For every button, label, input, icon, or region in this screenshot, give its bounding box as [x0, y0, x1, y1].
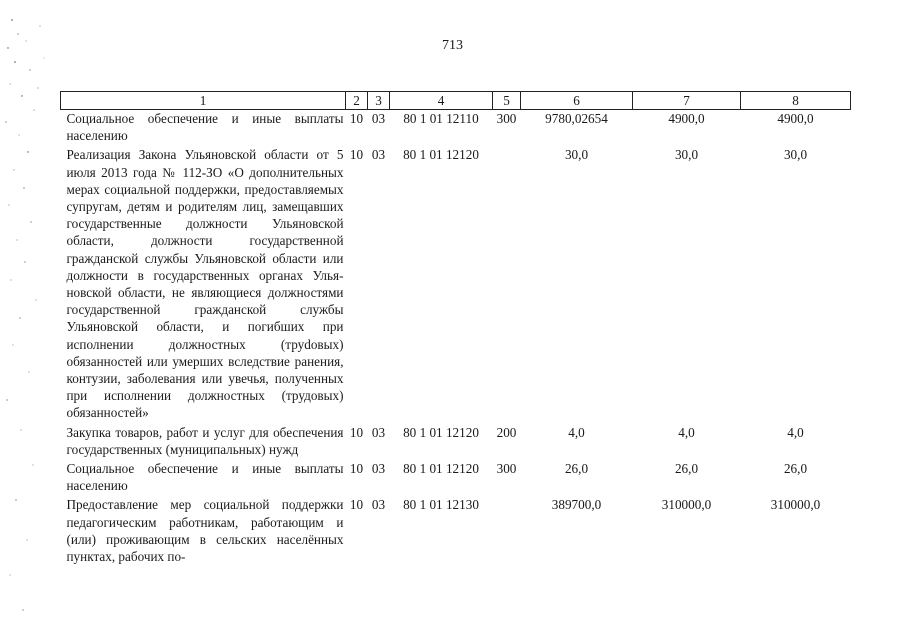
amount-column-8: 30,0 — [783, 147, 808, 163]
subsection-code: 03 — [371, 147, 386, 163]
target-article-code: 80 1 01 12120 — [403, 424, 479, 440]
amount-column-6: 389700,0 — [551, 497, 602, 513]
column-header: 2 — [346, 92, 368, 110]
subsection-code: 03 — [371, 461, 386, 477]
amount-column-8: 4900,0 — [777, 111, 814, 126]
subsection-code: 03 — [371, 424, 386, 440]
table-row — [61, 110, 851, 147]
section-code: 10 — [349, 111, 364, 126]
expense-type-code — [493, 146, 521, 423]
expense-type-code: 300 — [496, 111, 517, 126]
table-body — [61, 110, 851, 568]
table-row — [61, 424, 851, 460]
row-description: Социальное обеспечение и иные выплаты населению — [66, 111, 344, 144]
row-description: Предоставление мер социальной поддержки педагогическим работникам, работающим и (или) проживающим в сельских населённых пунктах, рабочих по- — [66, 497, 344, 565]
column-header: 6 — [521, 92, 633, 110]
section-code: 10 — [349, 424, 364, 440]
table-row — [61, 496, 851, 567]
amount-column-6: 9780,02654 — [545, 111, 608, 126]
expense-type-code: 300 — [496, 461, 517, 477]
scan-edge-noise — [0, 0, 60, 640]
amount-column-7: 26,0 — [674, 461, 699, 477]
column-header: 1 — [61, 92, 346, 110]
amount-column-8: 310000,0 — [770, 497, 821, 513]
section-code: 10 — [349, 147, 364, 163]
target-article-code: 80 1 01 12120 — [403, 461, 479, 477]
target-article-code: 80 1 01 12130 — [403, 497, 479, 513]
subsection-code: 03 — [371, 497, 386, 513]
amount-column-7: 4900,0 — [668, 111, 705, 126]
page-number: 713 — [442, 38, 463, 53]
target-article-code: 80 1 01 12110 — [403, 111, 479, 126]
amount-column-8: 4,0 — [787, 424, 804, 440]
expense-type-code: 200 — [496, 424, 517, 440]
column-header: 7 — [633, 92, 741, 110]
amount-column-7: 310000,0 — [661, 497, 712, 513]
amount-column-7: 30,0 — [674, 147, 699, 163]
table-row — [61, 460, 851, 496]
row-description: Реализация Закона Ульяновской области от 5 июля 2013 года № 112-ЗО «О дополнительных мерах социальной поддержки, предоставляемых супругам, детям и родителям лиц, замещавших государственные должности Ульяновской области, должности государственной гражданской службы Ульяновской области или должности в государственных органах Ульяновской области, не являющиеся должностями государственной гражданской службы Ульяновской области, и погибших при исполнении должностных (труdовых) обязанностей или умерших вследствие ранения, контузии, заболевания или увечья, полученных при исполнении должностных (трудовых) обязанностей» — [66, 147, 344, 421]
section-code: 10 — [349, 497, 364, 513]
column-header: 8 — [741, 92, 851, 110]
amount-column-7: 4,0 — [678, 424, 695, 440]
expense-type-code — [493, 496, 521, 567]
column-header: 3 — [368, 92, 390, 110]
column-header: 4 — [390, 92, 493, 110]
amount-column-6: 4,0 — [568, 424, 585, 440]
budget-table — [60, 91, 851, 567]
table-header-row — [61, 92, 851, 110]
section-code: 10 — [349, 461, 364, 477]
amount-column-8: 26,0 — [783, 461, 808, 477]
table-row — [61, 146, 851, 423]
subsection-code: 03 — [371, 111, 386, 126]
amount-column-6: 30,0 — [564, 147, 589, 163]
amount-column-6: 26,0 — [564, 461, 589, 477]
row-description: Закупка товаров, работ и услуг для обеспечения государственных (муниципальных) нужд — [66, 424, 344, 457]
row-description: Социальное обеспечение и иные выплаты населению — [66, 461, 344, 494]
target-article-code: 80 1 01 12120 — [403, 147, 479, 163]
column-header: 5 — [493, 92, 521, 110]
